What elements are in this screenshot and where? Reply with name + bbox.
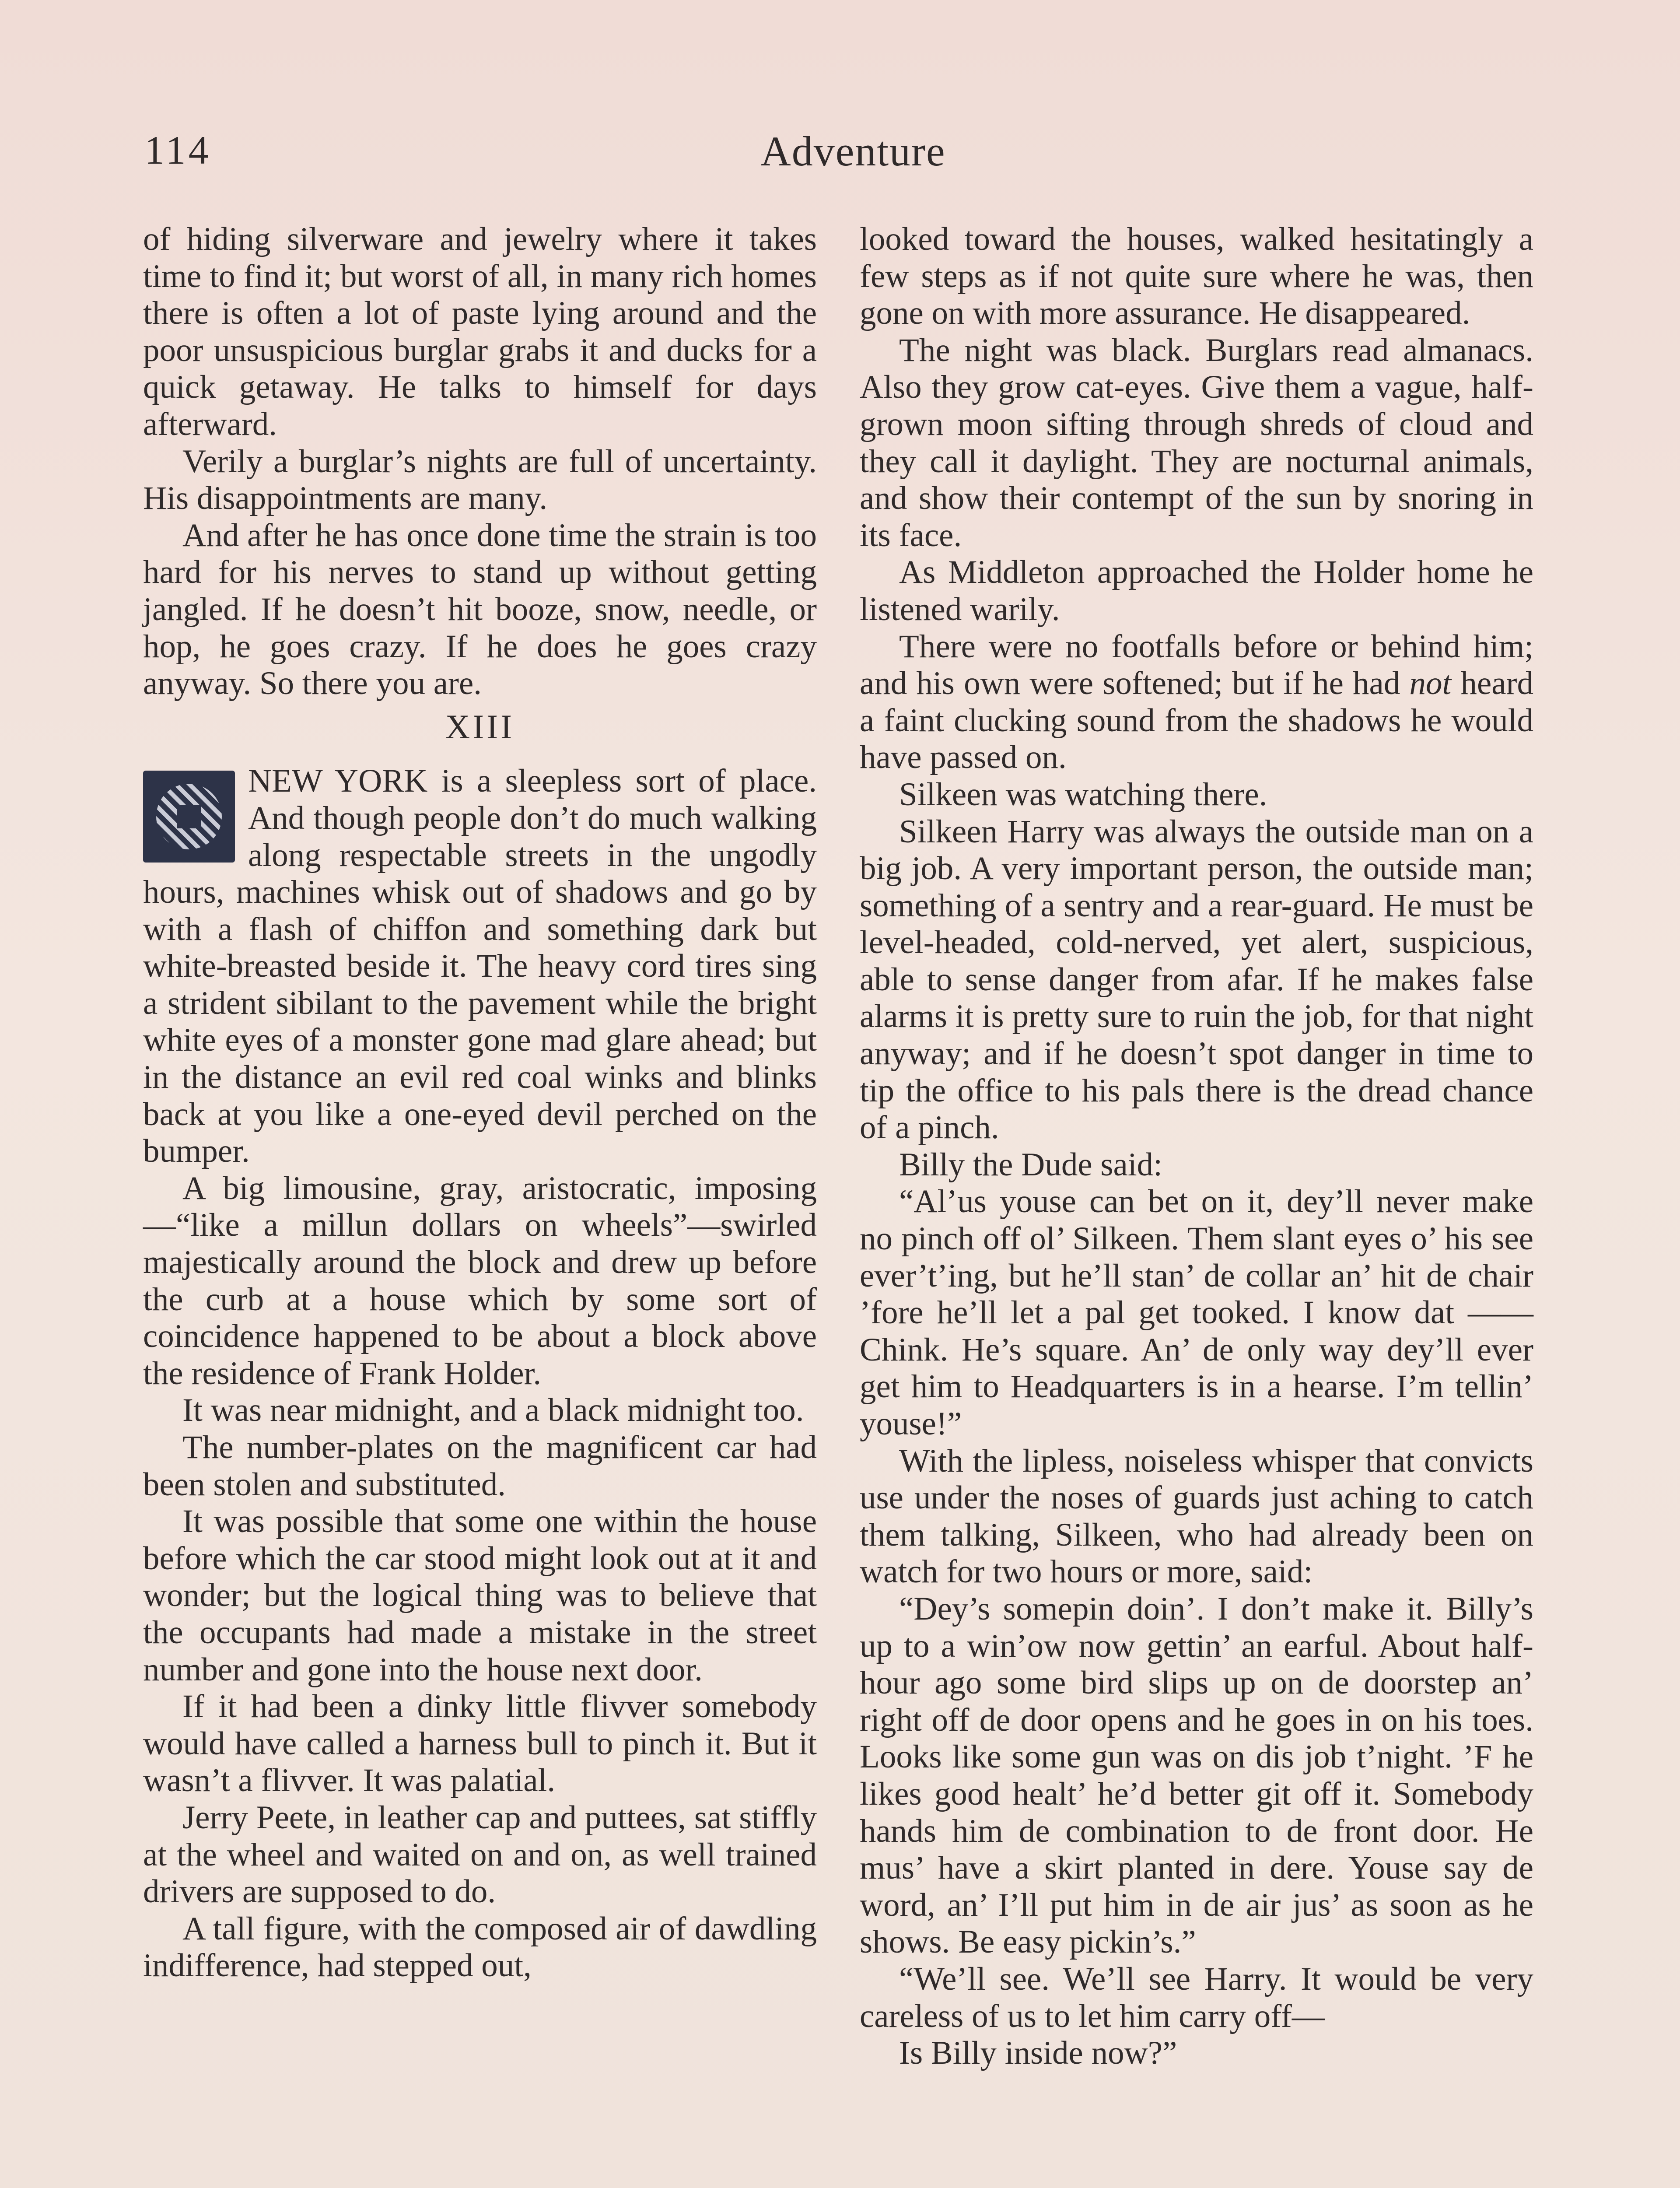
- paragraph: Billy the Dude said:: [899, 1146, 1163, 1183]
- right-column: [860, 221, 1533, 2072]
- section-heading: XIII: [445, 707, 515, 746]
- paragraph: The number-plates on the magnificent car had been stolen and substituted.: [143, 1429, 817, 1503]
- text-run: heard a faint clucking sound from the shadows he would have passed on.: [860, 665, 1533, 776]
- paragraph: A tall figure, with the composed air of dawdling indifference, had stepped out,: [143, 1910, 817, 1984]
- paragraph: A big limousine, gray, aristocratic, imposing—“like a millun dollars on wheels”—swirled majestically around the block and drew up before the curb at a house which by some sort of coincidence happened to be about a block above the residence of Frank Holder.: [143, 1170, 817, 1392]
- running-header: [140, 127, 1566, 193]
- paragraph: of hiding silverware and jewelry where it takes time to find it; but worst of all, in many rich homes there is often a lot of paste lying around and the poor unsuspicious burglar grabs it and ducks for a quick getaway. He talks to himself for days afterward.: [143, 221, 817, 442]
- paragraph: Is Billy inside now?”: [899, 2035, 1177, 2072]
- text-run: There were no footfalls before or behind him; and his own were softened; but if he had: [860, 628, 1533, 702]
- paragraph: The night was black. Burglars read almanacs. Also they grow cat-eyes. Give them a vague, half-grown moon sifting through shreds of cloud and they call it daylight. They are nocturnal animals, and show their contempt of the sun by snoring in its face.: [860, 332, 1533, 554]
- page-number: 114: [144, 128, 211, 172]
- paragraph: Silkeen was watching there.: [899, 776, 1267, 813]
- paragraph: “Al’us youse can bet on it, dey’ll never make no pinch off ol’ Silkeen. Them slant eyes o’ his see ever’t’ing, but he’ll stan’ de collar an’ hit de chair ’fore he’ll let a pal get tooked. I know dat —— Chink. He’s square. An’ de only way dey’ll ever get him to Headquarters is in a hearse. I’m tellin’ youse!”: [860, 1183, 1533, 1442]
- ornamental-drop-cap-icon: [143, 771, 235, 863]
- paragraph: [860, 628, 1533, 776]
- paragraph: Verily a burglar’s nights are full of uncertainty. His disappointments are many.: [143, 443, 817, 517]
- emphasis: not: [1409, 665, 1452, 702]
- paragraph: If it had been a dinky little flivver somebody would have called a harness bull to pinch it. But it wasn’t a flivver. It was palatial.: [143, 1688, 817, 1799]
- paragraph: “We’ll see. We’ll see Harry. It would be very careless of us to let him carry off—: [860, 1960, 1533, 2034]
- paragraph: “Dey’s somepin doin’. I don’t make it. Billy’s up to a win’ow now gettin’ an earful. About half-hour ago some bird slips up on de doorstep an’ right off de door opens and he goes in on his toes. Looks like some gun was on dis job t’night. ’F he likes good healt’ he’d better git off it. Somebody hands him de combination to de front door. He mus’ have a skirt planted in dere. Youse say de word, an’ I’ll put him in de air jus’ as soon as he shows. Be easy pickin’s.”: [860, 1590, 1533, 1960]
- paragraph: As Middleton approached the Holder home he listened warily.: [860, 554, 1533, 628]
- paragraph: It was near midnight, and a black midnight too.: [182, 1392, 804, 1429]
- paragraph: Jerry Peete, in leather cap and puttees, sat stiffly at the wheel and waited on and on, as well trained drivers are supposed to do.: [143, 1799, 817, 1910]
- paragraph: Silkeen Harry was always the outside man on a big job. A very important person, the outside man; something of a sentry and a rear-guard. He must be level-headed, cold-nerved, yet alert, suspicious, able to sense danger from afar. If he makes false alarms it is pretty sure to ruin the job, for that night anyway; and if he doesn’t spot danger in time to tip the office to his pals there is the dread chance of a pinch.: [860, 813, 1533, 1146]
- running-title: Adventure: [760, 128, 946, 175]
- paragraph: looked toward the houses, walked hesitatingly a few steps as if not quite sure where he was, then gone on with more assurance. He disappeared.: [860, 221, 1533, 332]
- paragraph-text: NEW YORK is a sleepless sort of place. And though people don’t do much walking along respectable streets in the ungodly hours, machines whisk out of shadows and go by with a flash of chiffon and something dark but white-breasted beside it. The heavy cord tires sing a strident sibilant to the pavement while the bright white eyes of a monster gone mad glare ahead; but in the distance an evil red coal winks and blinks back at you like a one-eyed devil perched on the bumper.: [143, 763, 817, 1170]
- drop-cap-paragraph: [143, 763, 817, 1170]
- paragraph: With the lipless, noiseless whisper that convicts use under the noses of guards just aching to catch them talking, Silkeen, who had already been on watch for two hours or more, said:: [860, 1442, 1533, 1590]
- paragraph: And after he has once done time the strain is too hard for his nerves to stand up without getting jangled. If he doesn’t hit booze, snow, needle, or hop, he goes crazy. If he does he goes crazy anyway. So there you are.: [143, 517, 817, 702]
- paragraph: It was possible that some one within the house before which the car stood might look out at it and wonder; but the logical thing was to believe that the occupants had made a mistake in the street number and gone into the house next door.: [143, 1503, 817, 1688]
- left-column: [143, 221, 817, 1985]
